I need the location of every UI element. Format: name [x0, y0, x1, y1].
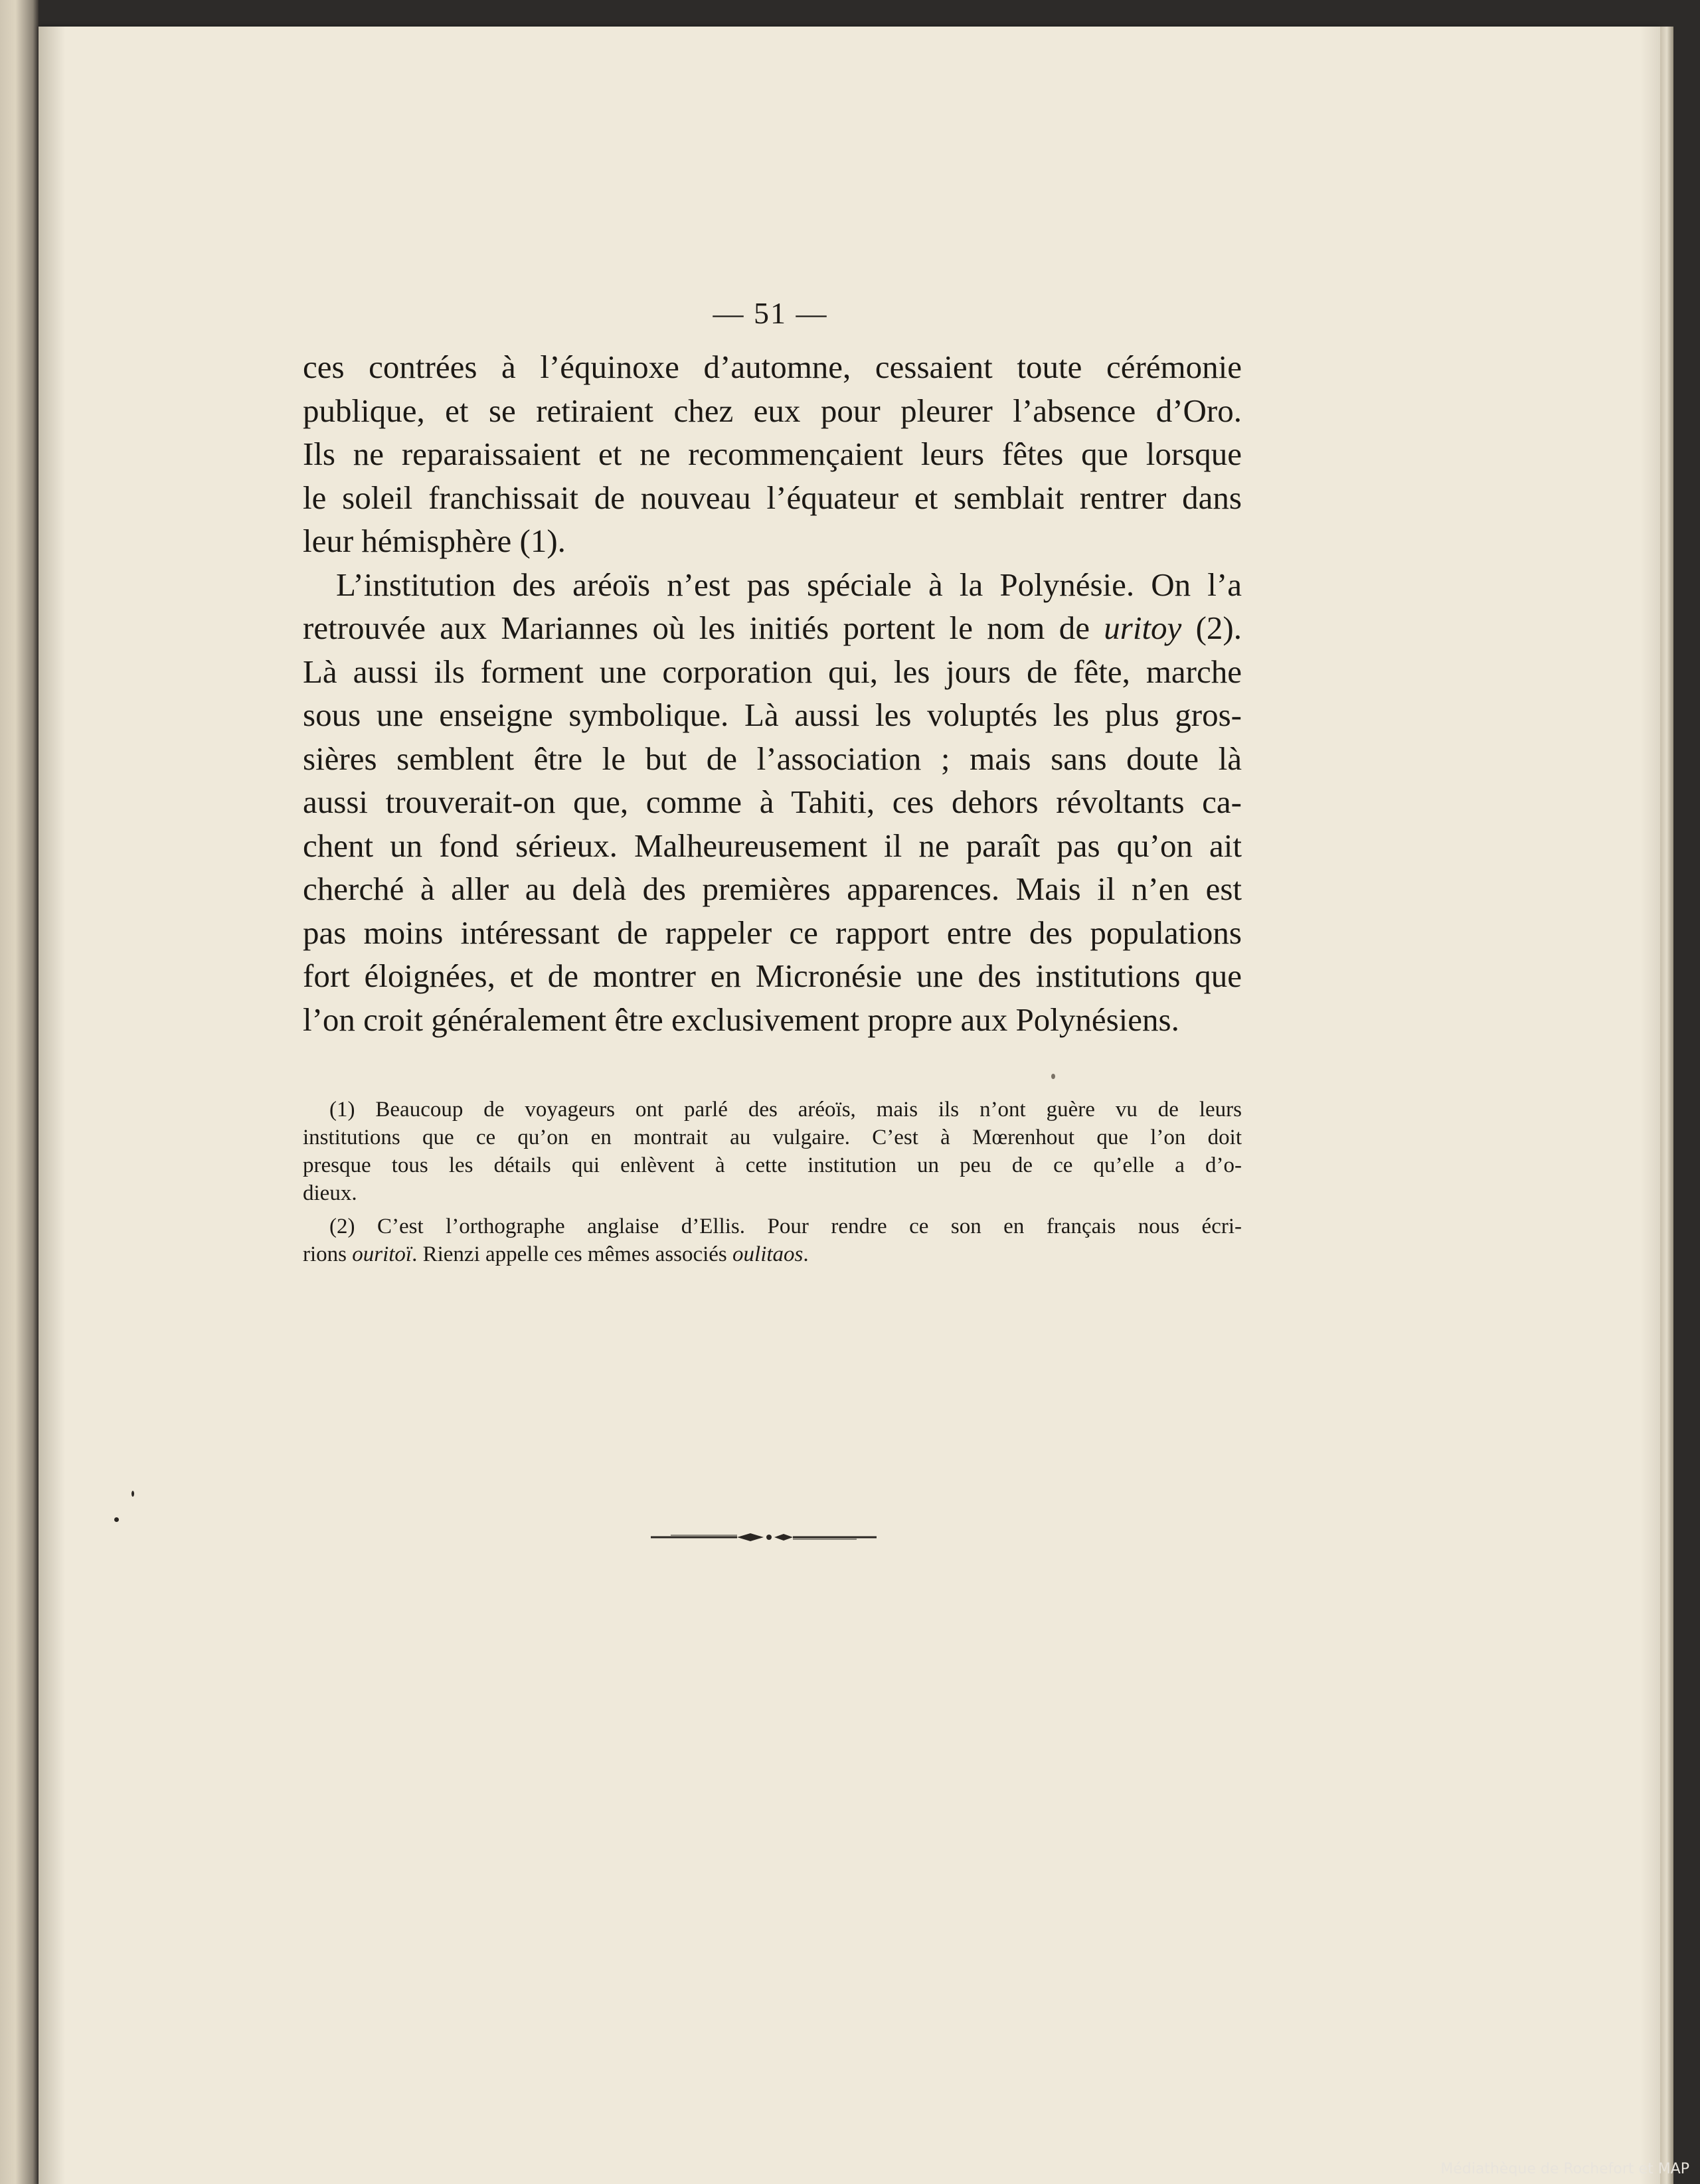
- footnote-line: institutions que ce qu’on en montrait au vulgaire. C’est à Mœrenhout que l’on doit: [303, 1126, 1242, 1149]
- text-line: L’institution des aréoïs n’est pas spéciale à la Polynésie. On l’a: [336, 566, 1242, 603]
- footnote-line: (1) Beaucoup de voyageurs ont parlé des aréoïs, mais ils n’ont guère vu de leurs: [329, 1098, 1242, 1122]
- text-fragment: (2).: [1181, 610, 1242, 646]
- text-line: ces contrées à l’équinoxe d’automne, cessaient toute cérémonie: [303, 349, 1242, 385]
- italic-term: uritoy: [1104, 610, 1182, 646]
- text-line-with-italic: [303, 606, 1242, 650]
- body-text: [303, 345, 1242, 1041]
- source-credit: Médiathèque de Rochefort et MAP: [1440, 2161, 1689, 2177]
- text-line: pas moins intéressant de rappeler ce rapport entre des populations: [303, 914, 1242, 951]
- text-line: sous une enseigne symbolique. Là aussi les voluptés les plus gros-: [303, 697, 1242, 733]
- paper-speck: [114, 1517, 119, 1522]
- footnote-1: [303, 1096, 1242, 1207]
- page-number: — 51 —: [713, 296, 828, 330]
- text-line: Là aussi ils forment une corporation qui, les jours de fête, marche: [303, 653, 1242, 690]
- italic-term: oulitaos: [732, 1242, 804, 1266]
- text-fragment: . Rienzi appelle ces mêmes associés: [412, 1242, 733, 1266]
- footnotes: [303, 1096, 1242, 1274]
- text-line: l’on croit généralement être exclusivement propre aux Polynésiens.: [303, 1001, 1179, 1038]
- left-page-edge: [0, 0, 39, 2184]
- text-line: fort éloignées, et de montrer en Micronésie une des institutions que: [303, 958, 1242, 994]
- text-line: le soleil franchissait de nouveau l’équateur et semblait rentrer dans: [303, 479, 1242, 516]
- footnote-line: dieux.: [303, 1181, 357, 1205]
- text-fragment: retrouvée aux Mariannes où les initiés portent le nom de: [303, 610, 1104, 646]
- text-line: chent un fond sérieux. Malheureusement il ne paraît pas qu’on ait: [303, 827, 1242, 864]
- footnote-line: (2) C’est l’orthographe anglaise d’Ellis. Pour rendre ce son en français nous écri-: [329, 1215, 1242, 1238]
- italic-term: ouritoï: [352, 1242, 412, 1266]
- text-fragment: .: [803, 1242, 809, 1266]
- text-line: sières semblent être le but de l’association ; mais sans doute là: [303, 740, 1242, 777]
- text-line: Ils ne reparaissaient et ne recommençaient leurs fêtes que lorsque: [303, 436, 1242, 472]
- footnote-line-with-italic: [303, 1240, 1242, 1268]
- text-fragment: rions: [303, 1242, 353, 1266]
- text-line: aussi trouverait-on que, comme à Tahiti, ces dehors révoltants ca-: [303, 784, 1242, 820]
- footnote-line: presque tous les détails qui enlèvent à cette institution un peu de ce qu’elle a d’o-: [303, 1153, 1242, 1177]
- right-page-stack: [1660, 27, 1673, 2184]
- text-line: cherché à aller au delà des premières apparences. Mais il n’en est: [303, 871, 1242, 907]
- paper-speck: [131, 1491, 134, 1497]
- text-line: publique, et se retiraient chez eux pour pleurer l’absence d’Oro.: [303, 392, 1242, 429]
- text-line: leur hémisphère (1).: [303, 523, 566, 559]
- footnote-2: [303, 1213, 1242, 1268]
- decorative-rule-ornament: [651, 1527, 877, 1547]
- paper-speck: [1051, 1074, 1055, 1079]
